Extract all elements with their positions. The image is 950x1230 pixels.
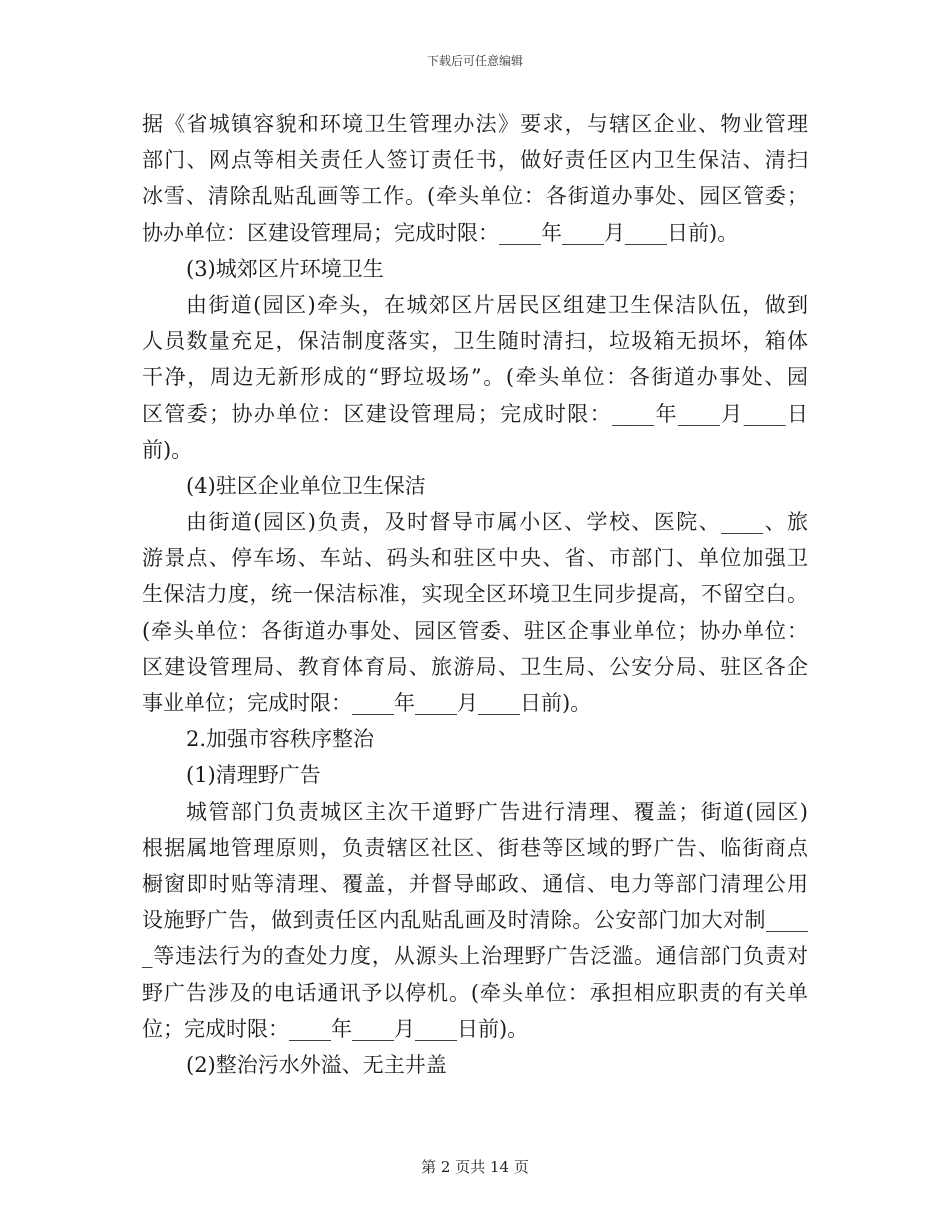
- text-line: (牵头单位：各街道办事处、园区管委、驻区企事业单位；协办单位：: [142, 618, 808, 643]
- text-line: 野广告涉及的电话通讯予以停机。(牵头单位：承担相应职责的有关单: [142, 980, 808, 1005]
- text-line: 事业单位；完成时限：____年____月____日前)。: [142, 691, 592, 715]
- text-line: 位；完成时限：____年____月____日前)。: [142, 1016, 529, 1041]
- text-line: 区建设管理局、教育体育局、旅游局、卫生局、公安分局、驻区各企: [142, 654, 808, 679]
- text-line: 城管部门负责城区主次干道野广告进行清理、覆盖；街道(园区): [186, 799, 808, 824]
- text-line: 由街道(园区)牵头，在城郊区片居民区组建卫生保洁队伍，做到: [186, 292, 808, 317]
- text-line: (2)整治污水外溢、无主井盖: [186, 1052, 447, 1077]
- page-header: 下载后可任意编辑: [426, 54, 523, 68]
- text-line: 设施野广告，做到责任区内乱贴乱画及时清除。公安部门加大对制____: [142, 908, 808, 933]
- text-line: 橱窗即时贴等清理、覆盖，并督导邮政、通信、电力等部门清理公用: [142, 871, 808, 896]
- page-number: 第 2 页共 14 页: [421, 1158, 529, 1176]
- text-line: 冰雪、清除乱贴乱画等工作。(牵头单位：各街道办事处、园区管委；: [142, 184, 808, 209]
- text-line: 部门、网点等相关责任人签订责任书，做好责任区内卫生保洁、清扫: [142, 148, 808, 173]
- text-line: 游景点、停车场、车站、码头和驻区中央、省、市部门、单位加强卫: [142, 546, 808, 571]
- text-line: 生保洁力度，统一保洁标准，实现全区环境卫生同步提高，不留空白。: [142, 582, 808, 607]
- text-line: _等违法行为的查处力度，从源头上治理野广告泛滥。通信部门负责对: [142, 944, 808, 969]
- text-line: (4)驻区企业单位卫生保洁: [186, 473, 426, 498]
- text-line: 2.加强市容秩序整治: [186, 727, 375, 752]
- text-line: 协办单位：区建设管理局；完成时限：____年____月____日前)。: [142, 220, 739, 245]
- text-line: (1)清理野广告: [186, 763, 321, 788]
- text-line: 区管委；协办单位：区建设管理局；完成时限：____年____月____日: [142, 401, 808, 426]
- text-line: 根据属地管理原则，负责辖区社区、街巷等区域的野广告、临街商点: [142, 835, 808, 860]
- document-body: [142, 106, 808, 1083]
- text-line: 前)。: [142, 437, 193, 462]
- text-line: 干净，周边无新形成的“野垃圾场”。(牵头单位：各街道办事处、园: [142, 365, 808, 390]
- text-line: 据《省城镇容貌和环境卫生管理办法》要求，与辖区企业、物业管理: [142, 112, 808, 136]
- text-line: 人员数量充足，保洁制度落实，卫生随时清扫，垃圾箱无损坏，箱体: [142, 329, 808, 354]
- text-line: (3)城郊区片环境卫生: [186, 256, 384, 281]
- text-line: 由街道(园区)负责，及时督导市属小区、学校、医院、____、旅: [186, 510, 808, 535]
